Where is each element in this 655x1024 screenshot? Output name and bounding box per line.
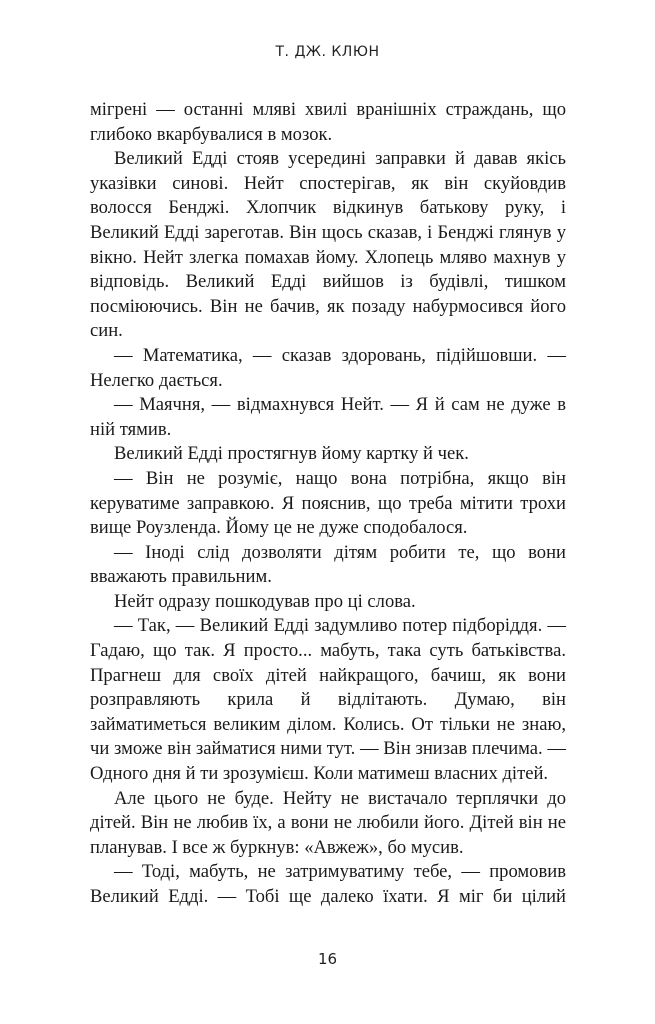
paragraph: Але цього не буде. Нейту не вистачало терплячки до дітей. Він не любив їх, а вони не любили його. Дітей він не планував. І все ж буркнув: «Авжеж», бо мусив. xyxy=(90,787,566,858)
paragraph: Великий Едді простягнув йому картку й чек. xyxy=(114,443,469,465)
paragraph: Нейт одразу пошкодував про ці слова. xyxy=(114,590,416,612)
paragraph: — Так, — Великий Едді задумливо потер підборіддя. — Гадаю, що так. Я просто... мабуть, така суть батьківства. Прагнеш для своїх дітей найкращого, бачиш, як вони розправляють крила й відлітають. Думаю, він займатиметься великим ділом. Колись. От тільки не знаю, чи зможе він займатися ними тут. — Він знизав плечима. — Одного дня й ти зрозумієш. Коли матимеш власних дітей. xyxy=(90,615,566,785)
paragraph: — Математика, — сказав здоровань, підійшовши. — Нелегко дається. xyxy=(90,344,566,391)
paragraph: — Він не розуміє, нащо вона потрібна, якщо він керуватиме заправкою. Я пояснив, що треба мітити трохи вище Роузленда. Йому це не дуже сподобалося. xyxy=(90,467,566,539)
running-header: Т. ДЖ. КЛЮН xyxy=(275,44,380,60)
page-number: 16 xyxy=(317,950,338,968)
paragraph: Великий Едді стояв усередині заправки й давав якісь указівки синові. Нейт спостерігав, як він скуйовдив волосся Бенджі. Хлопчик відкинув батькову руку, і Великий Едді зареготав. Він щось сказав, і Бенджі глянув у вікно. Нейт злегка помахав йому. Хлопець мляво махнув у відповідь. Великий Едді вийшов із будівлі, тишком посміюючись. Він не бачив, як позаду набурмосився його син. xyxy=(90,148,566,342)
page-body xyxy=(90,98,566,910)
paragraph: — Тоді, мабуть, не затримуватиму тебе, — промовив Великий Едді. — Тобі ще далеко їхати. Я міг би цілий xyxy=(90,861,566,907)
paragraph: — Маячня, — відмахнувся Нейт. — Я й сам не дуже в ній тямив. xyxy=(90,394,566,440)
paragraph: мігрені — останні мляві хвилі вранішніх страждань, що глибоко вкарбувалися в мозок. xyxy=(90,99,566,145)
paragraph: — Іноді слід дозволяти дітям робити те, що вони вважають правильним. xyxy=(90,541,566,588)
